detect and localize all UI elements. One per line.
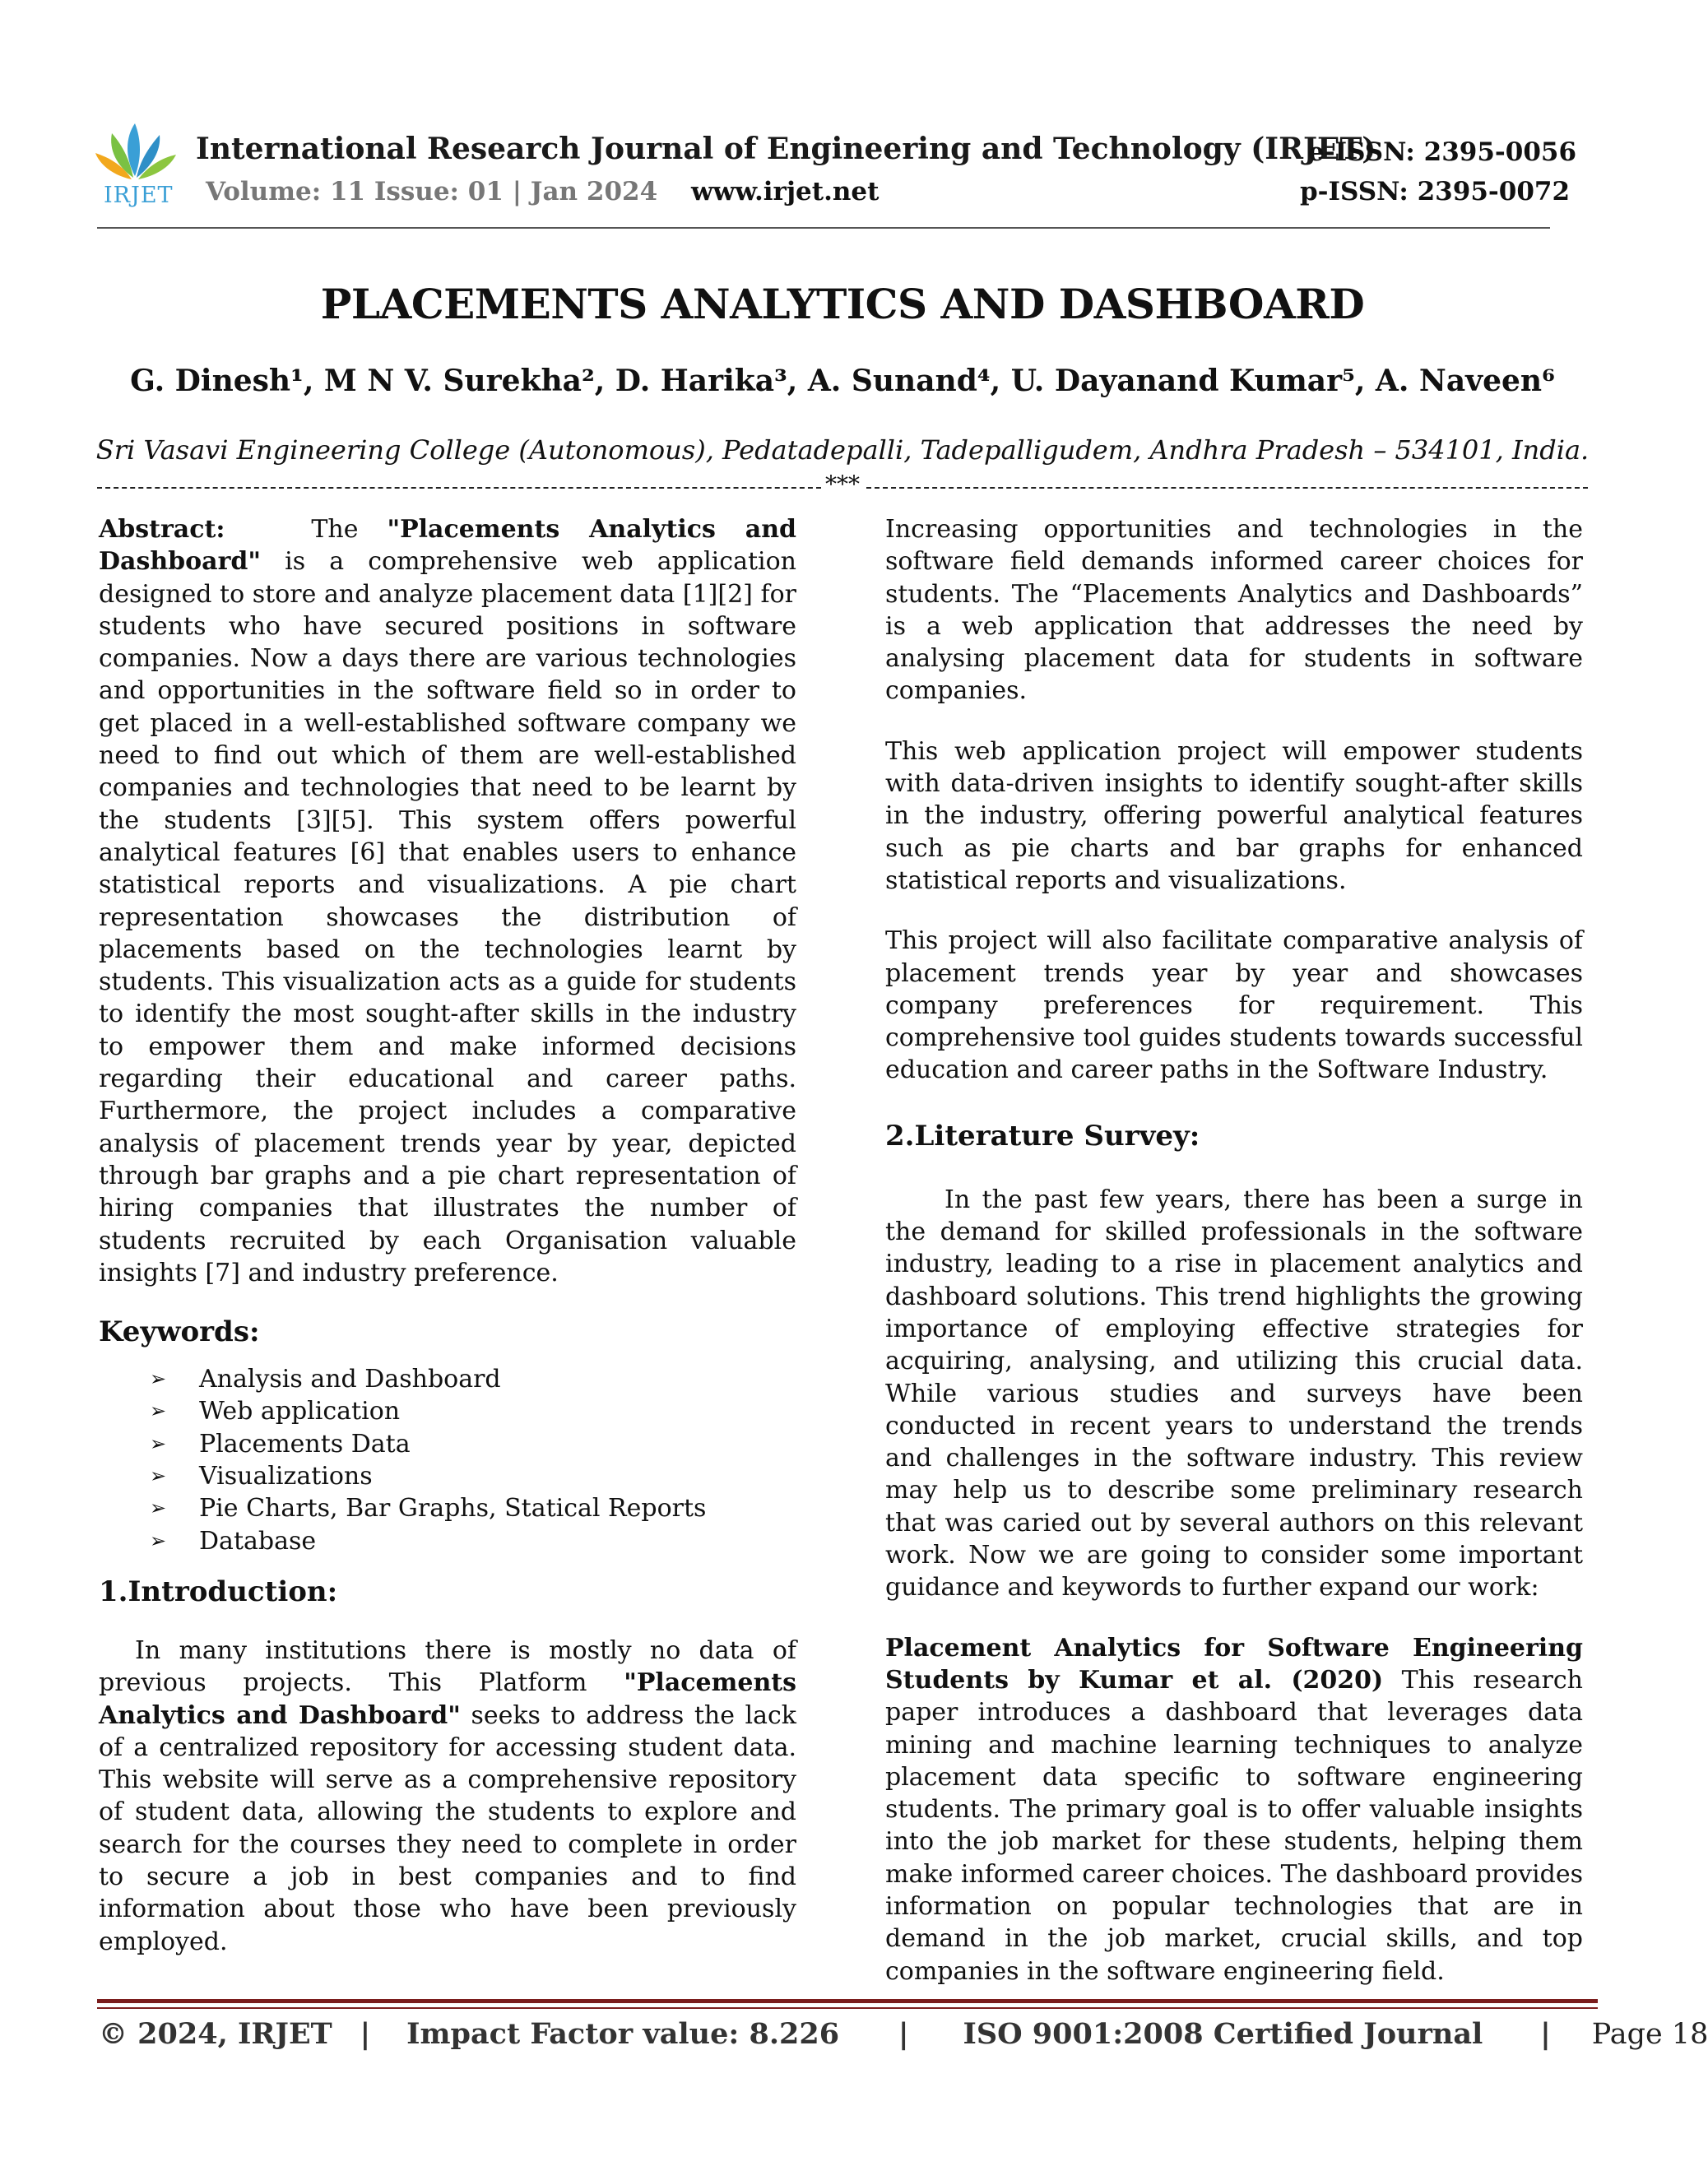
paper-title: PLACEMENTS ANALYTICS AND DASHBOARD (320, 280, 1365, 328)
footer-rule-thin (97, 2007, 1598, 2009)
introduction-paragraph-1: In many institutions there is mostly no data of previous projects. This Platform "Placements Analytics and Dashboard" seeks to address the lack of a centralized repository for accessing student data. This website will serve as a comprehensive repository of student data, allowing the students to explore and search for the courses they need to complete in order to secure a job in best companies and to find information about those who have been previously employed. (99, 1635, 796, 1956)
arrow-bullet-icon: ➢ (150, 1464, 167, 1488)
p-issn: p-ISSN: 2395-0072 (1300, 177, 1571, 206)
arrow-bullet-icon: ➢ (150, 1431, 167, 1455)
arrow-bullet-icon: ➢ (150, 1367, 167, 1391)
journal-title: International Research Journal of Engineering and Technology (IRJET) (196, 132, 1376, 166)
footer-iso: ISO 9001:2008 Certified Journal (963, 2017, 1483, 2051)
literature-paragraph-1: In the past few years, there has been a surge in the demand for skilled professionals in the software industry, leading to a rise in placement analytics and dashboard solutions. This trend highlights the growing importance of employing effective strategies for acquiring, analysing, and utilizing this crucial data. While various studies and surveys have been conducted in recent years to understand the trends and challenges in the software industry. This review may help us to describe some preliminary research that was caried out by several authors on this relevant work. Now we are going to consider some important guidance and keywords to further expand our work: (885, 1185, 1583, 1603)
introduction-paragraph-3: This web application project will empower students with data-driven insights to identify sought-after skills in the industry, offering powerful analytical features such as pie charts and bar graphs for enhanced statistical reports and visualizations. (885, 736, 1583, 895)
header-divider (97, 227, 1550, 229)
separator-stars: *** (825, 471, 860, 498)
introduction-paragraph-4: This project will also facilitate comparative analysis of placement trends year by year and showcases company preferences for requirement. This comprehensive tool guides students towards successful education and career paths in the Software Industry. (885, 926, 1583, 1085)
page-footer (99, 2017, 1708, 2051)
arrow-bullet-icon: ➢ (150, 1528, 167, 1552)
footer-page-number: Page 18 (1591, 2018, 1708, 2051)
arrow-bullet-icon: ➢ (150, 1399, 167, 1423)
keyword-item: ➢ Analysis and Dashboard (99, 1363, 796, 1395)
e-issn: e-ISSN: 2395-0056 (1308, 137, 1577, 167)
keywords-list (99, 1363, 796, 1557)
keyword-item: ➢ Placements Data (99, 1428, 796, 1460)
abstract-label: Abstract: (99, 515, 225, 544)
left-column (99, 513, 796, 1958)
right-column (885, 513, 1583, 1988)
footer-divider: | (898, 2017, 909, 2051)
abstract-body: is a comprehensive web application designed to store and analyze placement data [1][2] for students who have secured positions in software companies. Now a days there are various technologies and opportunities in the software field so in order to get placed in a well-established software company we need to find out which of them are well-established companies and technologies that need to be learnt by the students [3][5]. This system offers powerful analytical features [6] that enables users to enhance statistical reports and visualizations. A pie chart representation showcases the distribution of placements based on the technologies learnt by students. This visualization acts as a guide for students to identify the most sought-after skills in the industry to empower them and make informed decisions regarding their educational and career paths. Furthermore, the project includes a comparative analysis of placement trends year by year, depicted through bar graphs and a pie chart representation of hiring companies that illustrates the number of students recruited by each Organisation valuable insights [7] and industry preference. (99, 547, 796, 1287)
keyword-item: ➢ Web application (99, 1395, 796, 1427)
literature-heading: 2.Literature Survey: (885, 1119, 1200, 1153)
abstract-lead: The (311, 515, 359, 544)
keyword-item: ➢ Database (99, 1525, 796, 1557)
keyword-item: ➢ Pie Charts, Bar Graphs, Statical Reports (99, 1492, 796, 1524)
arrow-bullet-icon: ➢ (150, 1496, 167, 1520)
footer-impact-factor: Impact Factor value: 8.226 (406, 2017, 840, 2051)
journal-website: www.irjet.net (691, 177, 880, 206)
logo-text: IRJET (104, 183, 174, 208)
introduction-paragraph-2: Increasing opportunities and technologies in the software field demands informed career choices for students. The “Placements Analytics and Dashboards” is a web application that addresses the need by analysing placement data for students in software companies. (885, 515, 1583, 706)
section-separator (97, 471, 1588, 500)
platform-name: "Placements Analytics and Dashboard" (99, 1668, 796, 1730)
footer-rule-thick (97, 1999, 1598, 2003)
keywords-heading: Keywords: (99, 1315, 260, 1349)
irjet-logo (92, 117, 183, 211)
footer-divider: | (360, 2017, 371, 2051)
cited-work-title: Placement Analytics for Software Engineering Students by Kumar et al. (2020) (885, 1633, 1583, 1695)
introduction-heading: 1.Introduction: (99, 1575, 338, 1608)
volume-issue: Volume: 11 Issue: 01 | Jan 2024 (206, 177, 658, 206)
footer-copyright: © 2024, IRJET (99, 2017, 332, 2051)
footer-divider: | (1540, 2017, 1551, 2051)
keyword-item: ➢ Visualizations (99, 1460, 796, 1492)
affiliation: Sri Vasavi Engineering College (Autonomous), Pedatadepalli, Tadepalligudem, Andhra Pradesh – 534101, India. (95, 434, 1590, 466)
abstract (99, 513, 796, 1289)
literature-paragraph-2: Placement Analytics for Software Engineering Students by Kumar et al. (2020) This research paper introduces a dashboard that leverages data mining and machine learning techniques to analyze placement data specific to software engineering students. The primary goal is to offer valuable insights into the job market for these students, helping them make informed career choices. The dashboard provides information on popular technologies that are in demand in the job market, crucial skills, and top companies in the software engineering field. (885, 1633, 1583, 1986)
abstract-bold-name: "Placements Analytics and Dashboard" (99, 515, 796, 577)
author-list: G. Dinesh¹, M N V. Surekha², D. Harika³, A. Sunand⁴, U. Dayanand Kumar⁵, A. Naveen⁶ (130, 364, 1555, 398)
